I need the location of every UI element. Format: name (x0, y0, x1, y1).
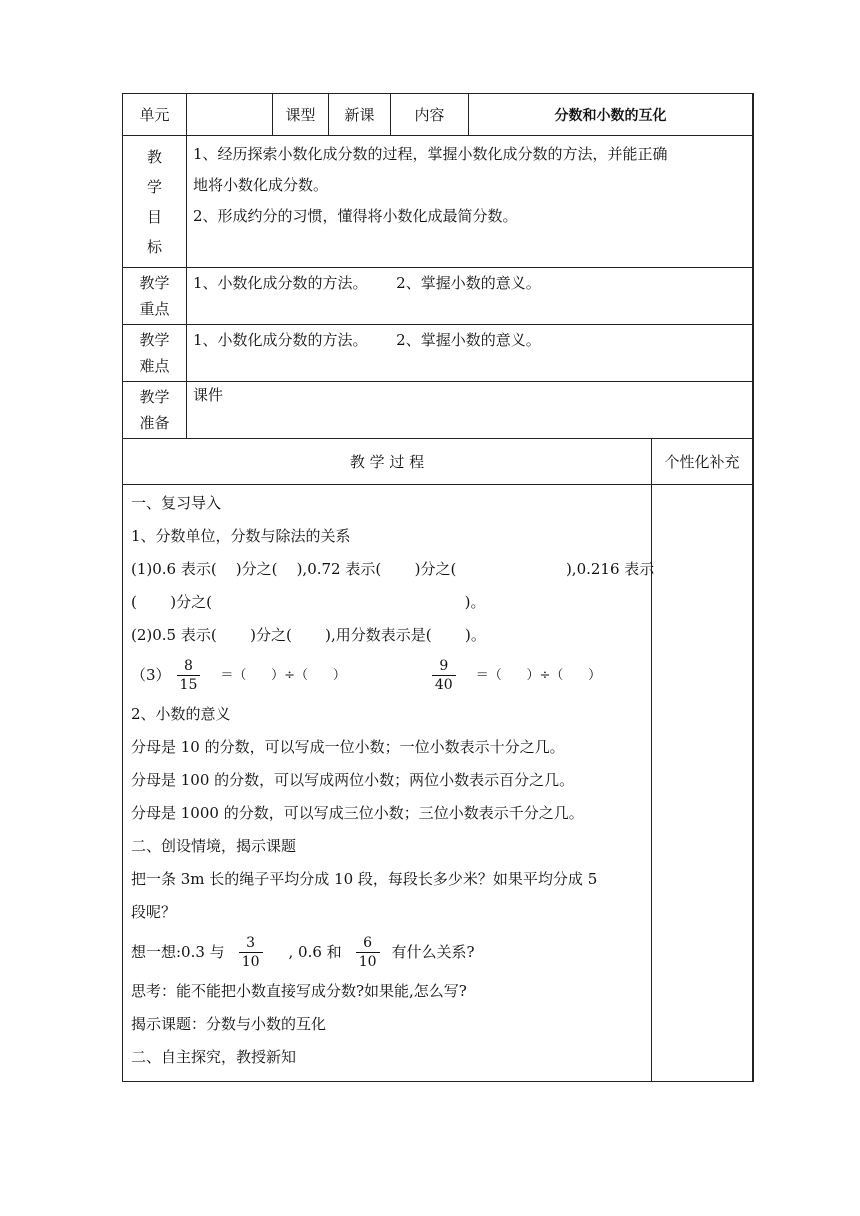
objectives-content (187, 136, 752, 267)
key-points-text: 1、小数化成分数的方法。 2、掌握小数的意义。 (193, 274, 541, 292)
key-points-label-top: 教学 (139, 274, 170, 292)
process-line: (2)0.5 表示( )分之( ),用分数表示是( )。 (131, 626, 486, 644)
fraction-denominator: 10 (356, 952, 380, 971)
fraction-division-line (131, 652, 651, 698)
objective-line-2: 地将小数化成分数。 (193, 176, 329, 194)
difficulties-row (123, 325, 752, 382)
process-line: 揭示课题：分数与小数的互化 (131, 1015, 327, 1033)
process-header: 教 学 过 程 (123, 439, 652, 484)
objective-line-1: 1、经历探索小数化成分数的过程，掌握小数化成分数的方法，并能正确 (193, 145, 668, 163)
preparation-text: 课件 (193, 386, 224, 404)
fraction-denominator: 10 (239, 952, 263, 971)
objectives-label-char: 标 (146, 237, 162, 256)
process-line: 分母是 10 的分数，可以写成一位小数；一位小数表示十分之几。 (131, 738, 565, 756)
personalized-header: 个性化补充 (664, 453, 740, 471)
think-line (131, 929, 651, 975)
difficulties-label-bottom: 难点 (139, 357, 170, 375)
unit-value (187, 94, 273, 135)
fraction-3-10 (239, 934, 263, 971)
process-line: 2、小数的意义 (131, 705, 231, 723)
think-end: 有什么关系? (391, 942, 475, 961)
process-line: 1、分数单位，分数与除法的关系 (131, 527, 351, 545)
difficulties-label (123, 325, 187, 381)
fraction-numerator: 6 (363, 934, 373, 951)
process-line: ( )分之( )。 (131, 593, 486, 611)
key-points-label (123, 268, 187, 324)
type-value: 新课 (329, 94, 391, 135)
difficulties-label-top: 教学 (139, 331, 170, 349)
process-line: 二、创设情境，揭示课题 (131, 837, 297, 855)
content-label: 内容 (391, 94, 469, 135)
think-mid: , 0.6 和 (288, 942, 342, 961)
header-row (123, 94, 752, 136)
fraction-6-10 (356, 934, 380, 971)
process-line: 一、复习导入 (131, 494, 222, 512)
process-line: 思考：能不能把小数直接写成分数?如果能,怎么写? (131, 982, 467, 1000)
key-points-row (123, 268, 752, 325)
type-label: 课型 (273, 94, 329, 135)
fraction-denominator: 15 (177, 675, 201, 694)
fraction-numerator: 9 (439, 657, 449, 674)
content-value: 分数和小数的互化 (554, 107, 667, 124)
preparation-label-top: 教学 (139, 388, 170, 406)
objectives-label (123, 136, 187, 267)
fraction-9-40 (432, 657, 456, 694)
think-prefix: 想一想:0.3 与 (131, 942, 225, 961)
process-line: 分母是 1000 的分数，可以写成三位小数；三位小数表示千分之几。 (131, 804, 584, 822)
division-blank: ＝（ ）÷（ ） (220, 667, 346, 683)
key-points-label-bottom: 重点 (139, 300, 170, 318)
process-body-row (123, 485, 752, 1081)
unit-label: 单元 (123, 94, 187, 135)
objectives-label-char: 目 (146, 207, 162, 226)
process-line: 二、自主探究，教授新知 (131, 1048, 297, 1066)
preparation-label (123, 382, 187, 438)
preparation-row (123, 382, 752, 439)
division-blank: ＝（ ）÷（ ） (475, 667, 602, 683)
process-content (123, 485, 655, 1081)
objectives-label-char: 教 (146, 147, 162, 166)
lesson-plan-table (122, 93, 754, 1082)
difficulties-text: 1、小数化成分数的方法。 2、掌握小数的意义。 (193, 331, 541, 349)
objectives-label-char: 学 (146, 177, 162, 196)
objective-line-3: 2、形成约分的习惯，懂得将小数化成最简分数。 (193, 207, 518, 225)
fraction-numerator: 8 (184, 657, 193, 674)
process-header-row (123, 439, 752, 485)
process-line: 把一条 3m 长的绳子平均分成 10 段，每段长多少米？如果平均分成 5 (131, 870, 598, 888)
fraction-numerator: 3 (246, 934, 256, 951)
process-line: 段呢？ (131, 903, 177, 921)
objectives-row (123, 136, 752, 268)
preparation-label-bottom: 准备 (139, 414, 170, 432)
item-prefix: （3） (131, 665, 171, 684)
personalized-column (652, 485, 752, 1081)
fraction-8-15 (177, 657, 201, 694)
process-line: (1)0.6 表示( )分之( ),0.72 表示( )分之( ),0.216 表示 (131, 560, 655, 578)
process-line: 分母是 100 的分数，可以写成两位小数；两位小数表示百分之几。 (131, 771, 575, 789)
fraction-denominator: 40 (432, 675, 456, 694)
